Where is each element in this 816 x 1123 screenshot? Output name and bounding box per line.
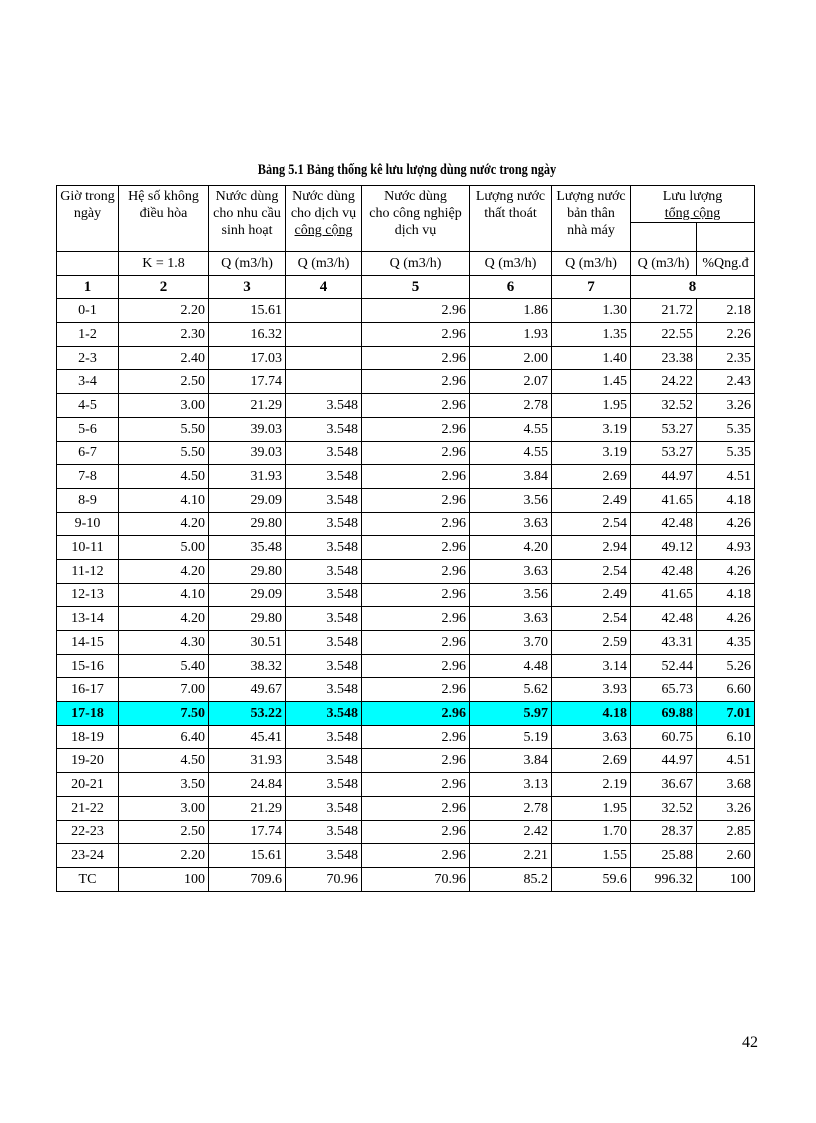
value-cell: 4.93 (697, 536, 755, 560)
value-cell: 4.26 (697, 559, 755, 583)
value-cell: 2.94 (552, 536, 631, 560)
value-cell: 42.48 (631, 559, 697, 583)
total-label: TC (57, 867, 119, 891)
value-cell: 4.26 (697, 607, 755, 631)
value-cell: 53.27 (631, 441, 697, 465)
value-cell: 3.548 (286, 465, 362, 489)
value-cell: 5.97 (470, 702, 552, 726)
hour-cell: 9-10 (57, 512, 119, 536)
column-number-cell: 4 (286, 275, 362, 299)
value-cell: 3.548 (286, 702, 362, 726)
value-cell: 3.548 (286, 844, 362, 868)
value-cell: 31.93 (209, 749, 286, 773)
value-cell: 3.84 (470, 749, 552, 773)
value-cell: 29.09 (209, 583, 286, 607)
total-value: 100 (119, 867, 209, 891)
unit-cell: Q (m3/h) (631, 252, 697, 276)
value-cell: 3.63 (552, 725, 631, 749)
value-cell: 1.86 (470, 299, 552, 323)
value-cell: 29.80 (209, 559, 286, 583)
value-cell: 22.55 (631, 323, 697, 347)
header-domestic: Nước dùng cho nhu cầu sinh hoạt (209, 186, 286, 252)
hour-cell: 13-14 (57, 607, 119, 631)
value-cell (286, 370, 362, 394)
value-cell: 2.00 (470, 346, 552, 370)
value-cell: 6.60 (697, 678, 755, 702)
value-cell: 28.37 (631, 820, 697, 844)
value-cell: 3.26 (697, 394, 755, 418)
value-cell: 36.67 (631, 773, 697, 797)
value-cell: 5.35 (697, 441, 755, 465)
header-plant-usage: Lượng nước bản thân nhà máy (552, 186, 631, 252)
unit-cell: %Qng.đ (697, 252, 755, 276)
column-number-cell: 5 (362, 275, 470, 299)
value-cell: 3.70 (470, 631, 552, 655)
value-cell: 5.40 (119, 654, 209, 678)
value-cell: 3.63 (470, 512, 552, 536)
hour-cell: 5-6 (57, 417, 119, 441)
value-cell: 3.548 (286, 559, 362, 583)
value-cell: 4.48 (470, 654, 552, 678)
header-coefficient: Hệ số không điều hòa (119, 186, 209, 252)
value-cell: 3.50 (119, 773, 209, 797)
value-cell: 23.38 (631, 346, 697, 370)
hour-cell: 1-2 (57, 323, 119, 347)
value-cell: 2.96 (362, 512, 470, 536)
value-cell: 1.55 (552, 844, 631, 868)
value-cell: 5.19 (470, 725, 552, 749)
table-row (57, 536, 755, 560)
value-cell: 4.51 (697, 749, 755, 773)
value-cell: 42.48 (631, 607, 697, 631)
hour-cell: 15-16 (57, 654, 119, 678)
value-cell: 41.65 (631, 488, 697, 512)
value-cell: 3.84 (470, 465, 552, 489)
value-cell: 49.12 (631, 536, 697, 560)
header-industry: Nước dùng cho công nghiệp dịch vụ (362, 186, 470, 252)
value-cell: 24.22 (631, 370, 697, 394)
value-cell: 2.96 (362, 773, 470, 797)
hour-cell: 6-7 (57, 441, 119, 465)
hour-cell: 8-9 (57, 488, 119, 512)
column-number-cell: 2 (119, 275, 209, 299)
table-row (57, 512, 755, 536)
value-cell: 2.69 (552, 749, 631, 773)
value-cell: 52.44 (631, 654, 697, 678)
value-cell: 3.13 (470, 773, 552, 797)
value-cell: 44.97 (631, 749, 697, 773)
value-cell: 4.10 (119, 488, 209, 512)
value-cell: 2.30 (119, 323, 209, 347)
hour-cell: 11-12 (57, 559, 119, 583)
value-cell: 2.40 (119, 346, 209, 370)
value-cell: 2.96 (362, 678, 470, 702)
hour-cell: 21-22 (57, 796, 119, 820)
value-cell: 4.35 (697, 631, 755, 655)
value-cell: 29.80 (209, 512, 286, 536)
value-cell: 3.56 (470, 488, 552, 512)
value-cell: 2.20 (119, 844, 209, 868)
value-cell: 42.48 (631, 512, 697, 536)
hour-cell: 20-21 (57, 773, 119, 797)
table-row (57, 370, 755, 394)
value-cell: 7.00 (119, 678, 209, 702)
value-cell: 2.54 (552, 559, 631, 583)
column-number-cell: 7 (552, 275, 631, 299)
table-row (57, 631, 755, 655)
value-cell: 5.50 (119, 441, 209, 465)
value-cell: 2.18 (697, 299, 755, 323)
table-row (57, 607, 755, 631)
value-cell: 4.10 (119, 583, 209, 607)
column-number-row (57, 275, 755, 299)
value-cell: 2.96 (362, 583, 470, 607)
hour-cell: 23-24 (57, 844, 119, 868)
column-number-cell: 3 (209, 275, 286, 299)
value-cell: 1.70 (552, 820, 631, 844)
value-cell: 3.00 (119, 796, 209, 820)
value-cell: 2.54 (552, 512, 631, 536)
table-row (57, 844, 755, 868)
value-cell: 3.548 (286, 394, 362, 418)
value-cell: 4.51 (697, 465, 755, 489)
column-number-cell: 1 (57, 275, 119, 299)
value-cell: 3.68 (697, 773, 755, 797)
table-row (57, 488, 755, 512)
total-value: 996.32 (631, 867, 697, 891)
value-cell: 2.96 (362, 370, 470, 394)
total-row (57, 867, 755, 891)
value-cell: 3.63 (470, 559, 552, 583)
value-cell (286, 346, 362, 370)
table-row (57, 702, 755, 726)
total-value: 100 (697, 867, 755, 891)
value-cell (286, 299, 362, 323)
value-cell: 4.55 (470, 441, 552, 465)
value-cell: 3.93 (552, 678, 631, 702)
value-cell: 2.20 (119, 299, 209, 323)
value-cell: 4.18 (552, 702, 631, 726)
value-cell: 1.40 (552, 346, 631, 370)
value-cell: 3.548 (286, 583, 362, 607)
value-cell: 53.22 (209, 702, 286, 726)
hour-cell: 22-23 (57, 820, 119, 844)
value-cell: 3.548 (286, 678, 362, 702)
value-cell: 35.48 (209, 536, 286, 560)
value-cell: 4.26 (697, 512, 755, 536)
value-cell: 60.75 (631, 725, 697, 749)
value-cell: 65.73 (631, 678, 697, 702)
table-row (57, 820, 755, 844)
table-title: Bảng 5.1 Bảng thống kê lưu lượng dùng nước trong ngày (257, 162, 557, 178)
value-cell: 2.96 (362, 536, 470, 560)
value-cell: 2.43 (697, 370, 755, 394)
value-cell: 2.96 (362, 441, 470, 465)
value-cell: 2.96 (362, 631, 470, 655)
unit-cell: Q (m3/h) (362, 252, 470, 276)
table-row (57, 441, 755, 465)
hour-cell: 12-13 (57, 583, 119, 607)
value-cell: 69.88 (631, 702, 697, 726)
table-row (57, 299, 755, 323)
value-cell: 2.96 (362, 559, 470, 583)
value-cell: 17.74 (209, 820, 286, 844)
hour-cell: 16-17 (57, 678, 119, 702)
table-row (57, 749, 755, 773)
column-number-cell: 8 (631, 275, 755, 299)
value-cell: 4.20 (119, 559, 209, 583)
value-cell: 2.50 (119, 820, 209, 844)
value-cell: 2.96 (362, 346, 470, 370)
table-row (57, 654, 755, 678)
hour-cell: 3-4 (57, 370, 119, 394)
value-cell: 4.50 (119, 749, 209, 773)
value-cell: 2.96 (362, 394, 470, 418)
value-cell: 44.97 (631, 465, 697, 489)
value-cell: 4.20 (119, 512, 209, 536)
unit-cell: Q (m3/h) (470, 252, 552, 276)
value-cell: 25.88 (631, 844, 697, 868)
value-cell: 4.20 (470, 536, 552, 560)
value-cell: 2.60 (697, 844, 755, 868)
value-cell: 3.63 (470, 607, 552, 631)
value-cell (286, 323, 362, 347)
header-public-service: Nước dùng cho dịch vụ công cộng (286, 186, 362, 252)
value-cell: 39.03 (209, 417, 286, 441)
value-cell: 2.78 (470, 394, 552, 418)
value-cell: 2.96 (362, 820, 470, 844)
table-row (57, 559, 755, 583)
value-cell: 2.96 (362, 465, 470, 489)
header-loss: Lượng nước thất thoát (470, 186, 552, 252)
value-cell: 3.548 (286, 773, 362, 797)
value-cell: 3.26 (697, 796, 755, 820)
value-cell: 3.548 (286, 536, 362, 560)
value-cell: 3.00 (119, 394, 209, 418)
hour-cell: 0-1 (57, 299, 119, 323)
table-row (57, 323, 755, 347)
hour-cell: 4-5 (57, 394, 119, 418)
hour-cell: 7-8 (57, 465, 119, 489)
value-cell: 53.27 (631, 417, 697, 441)
value-cell: 41.65 (631, 583, 697, 607)
value-cell: 3.19 (552, 441, 631, 465)
value-cell: 7.50 (119, 702, 209, 726)
value-cell: 2.96 (362, 796, 470, 820)
value-cell: 43.31 (631, 631, 697, 655)
value-cell: 6.10 (697, 725, 755, 749)
value-cell: 2.85 (697, 820, 755, 844)
value-cell: 4.55 (470, 417, 552, 441)
value-cell: 3.548 (286, 417, 362, 441)
value-cell: 2.19 (552, 773, 631, 797)
unit-cell: K = 1.8 (119, 252, 209, 276)
value-cell: 1.93 (470, 323, 552, 347)
value-cell: 2.21 (470, 844, 552, 868)
value-cell: 3.548 (286, 631, 362, 655)
table-row (57, 346, 755, 370)
hour-cell: 18-19 (57, 725, 119, 749)
water-usage-table (56, 185, 755, 892)
value-cell: 5.00 (119, 536, 209, 560)
value-cell: 3.548 (286, 488, 362, 512)
value-cell: 5.62 (470, 678, 552, 702)
hour-cell: 10-11 (57, 536, 119, 560)
value-cell: 4.30 (119, 631, 209, 655)
hour-cell: 2-3 (57, 346, 119, 370)
unit-cell (57, 252, 119, 276)
value-cell: 7.01 (697, 702, 755, 726)
value-cell: 4.20 (119, 607, 209, 631)
value-cell: 2.49 (552, 583, 631, 607)
value-cell: 3.19 (552, 417, 631, 441)
value-cell: 38.32 (209, 654, 286, 678)
total-value: 59.6 (552, 867, 631, 891)
value-cell: 2.49 (552, 488, 631, 512)
value-cell: 3.56 (470, 583, 552, 607)
column-number-cell: 6 (470, 275, 552, 299)
value-cell: 21.29 (209, 796, 286, 820)
value-cell: 3.548 (286, 512, 362, 536)
total-value: 70.96 (362, 867, 470, 891)
value-cell: 1.35 (552, 323, 631, 347)
value-cell: 4.18 (697, 488, 755, 512)
value-cell: 29.09 (209, 488, 286, 512)
value-cell: 17.03 (209, 346, 286, 370)
hour-cell: 17-18 (57, 702, 119, 726)
value-cell: 2.59 (552, 631, 631, 655)
value-cell: 1.30 (552, 299, 631, 323)
table-row (57, 796, 755, 820)
value-cell: 2.35 (697, 346, 755, 370)
value-cell: 2.96 (362, 417, 470, 441)
table-row (57, 583, 755, 607)
value-cell: 2.96 (362, 654, 470, 678)
table-row (57, 417, 755, 441)
value-cell: 5.26 (697, 654, 755, 678)
value-cell: 3.548 (286, 654, 362, 678)
header-row (57, 186, 755, 223)
page-number: 42 (742, 1034, 758, 1051)
value-cell: 1.45 (552, 370, 631, 394)
value-cell: 32.52 (631, 394, 697, 418)
header-total-flow: Lưu lượng tổng cộng (631, 186, 755, 223)
hour-cell: 14-15 (57, 631, 119, 655)
value-cell: 2.96 (362, 749, 470, 773)
value-cell: 3.548 (286, 441, 362, 465)
value-cell: 3.548 (286, 607, 362, 631)
value-cell: 16.32 (209, 323, 286, 347)
value-cell: 21.72 (631, 299, 697, 323)
value-cell: 21.29 (209, 394, 286, 418)
value-cell: 2.96 (362, 488, 470, 512)
value-cell: 2.50 (119, 370, 209, 394)
value-cell: 32.52 (631, 796, 697, 820)
value-cell: 2.96 (362, 702, 470, 726)
value-cell: 2.96 (362, 844, 470, 868)
table-row (57, 773, 755, 797)
value-cell: 17.74 (209, 370, 286, 394)
value-cell: 2.69 (552, 465, 631, 489)
total-value: 709.6 (209, 867, 286, 891)
value-cell: 2.07 (470, 370, 552, 394)
unit-cell: Q (m3/h) (552, 252, 631, 276)
value-cell: 3.548 (286, 749, 362, 773)
value-cell: 3.548 (286, 820, 362, 844)
value-cell: 24.84 (209, 773, 286, 797)
total-value: 85.2 (470, 867, 552, 891)
value-cell: 2.96 (362, 607, 470, 631)
value-cell: 30.51 (209, 631, 286, 655)
value-cell: 6.40 (119, 725, 209, 749)
value-cell: 3.14 (552, 654, 631, 678)
value-cell: 2.26 (697, 323, 755, 347)
total-value: 70.96 (286, 867, 362, 891)
hour-cell: 19-20 (57, 749, 119, 773)
value-cell: 3.548 (286, 796, 362, 820)
table-row (57, 394, 755, 418)
value-cell: 45.41 (209, 725, 286, 749)
value-cell: 15.61 (209, 844, 286, 868)
value-cell: 2.96 (362, 725, 470, 749)
value-cell: 29.80 (209, 607, 286, 631)
value-cell: 5.50 (119, 417, 209, 441)
value-cell: 2.96 (362, 299, 470, 323)
units-row (57, 252, 755, 276)
value-cell: 2.54 (552, 607, 631, 631)
value-cell: 5.35 (697, 417, 755, 441)
value-cell: 3.548 (286, 725, 362, 749)
unit-cell: Q (m3/h) (286, 252, 362, 276)
value-cell: 15.61 (209, 299, 286, 323)
unit-cell: Q (m3/h) (209, 252, 286, 276)
value-cell: 1.95 (552, 796, 631, 820)
value-cell: 2.42 (470, 820, 552, 844)
value-cell: 4.50 (119, 465, 209, 489)
table-row (57, 725, 755, 749)
value-cell: 39.03 (209, 441, 286, 465)
value-cell: 2.78 (470, 796, 552, 820)
table-row (57, 465, 755, 489)
value-cell: 2.96 (362, 323, 470, 347)
header-hour: Giờ trong ngày (57, 186, 119, 252)
value-cell: 31.93 (209, 465, 286, 489)
table-row (57, 678, 755, 702)
value-cell: 4.18 (697, 583, 755, 607)
value-cell: 1.95 (552, 394, 631, 418)
value-cell: 49.67 (209, 678, 286, 702)
